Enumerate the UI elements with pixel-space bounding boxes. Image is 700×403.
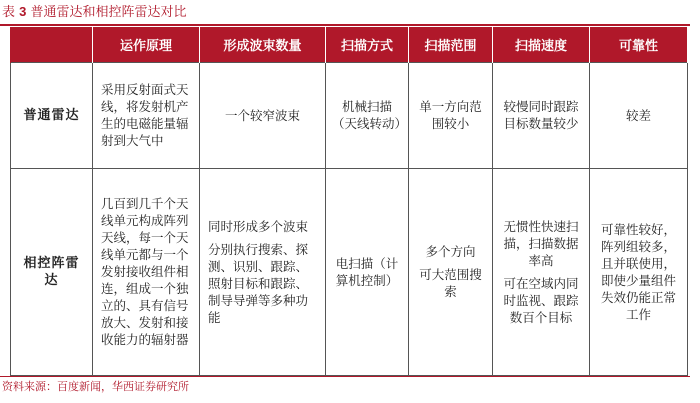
cell-beams: 一个较窄波束 [200,62,326,168]
cell-scan-range-line2: 可大范围搜索 [419,267,482,299]
header-scan-speed: 扫描速度 [493,27,590,62]
cell-beams [200,168,326,375]
cell-scan-range: 单一方向范围较小 [409,62,493,168]
comparison-table [10,27,688,376]
header-reliability: 可靠性 [590,27,688,62]
source-note: 资料来源：百度新闻，华西证券研究所 [2,380,189,393]
cell-beams-line1: 同时形成多个波束 [208,218,309,234]
row-label-conventional-radar: 普通雷达 [11,62,93,168]
cell-scan-speed: 较慢同时跟踪目标数量较少 [493,62,590,168]
caption-title: 普通雷达和相控阵雷达对比 [30,5,187,20]
cell-scan-speed-line2: 可在空域内同时监视、跟踪数百个目标 [503,275,579,325]
cell-reliability: 较差 [590,62,688,168]
cell-scan-speed-line1: 无惯性快速扫描，扫描数据率高 [503,218,579,268]
caption-prefix: 表 [2,5,16,20]
cell-beams-line2: 分别执行搜索、探测、识别、跟踪、照射目标和跟踪、制导导弹等多种功能 [208,241,309,325]
cell-scan-method: 机械扫描（天线转动） [326,62,409,168]
header-row [11,27,688,62]
caption-rule [0,24,690,26]
header-scan-range: 扫描范围 [409,27,493,62]
row-label-phased-array-radar: 相控阵雷达 [11,168,93,375]
cell-scan-speed [493,168,590,375]
table-row [11,62,688,168]
cell-reliability: 可靠性较好，阵列组较多，且并联使用，即使少量组件失效仍能正常工作 [590,168,688,375]
header-cell-empty [11,27,93,62]
cell-scan-method: 电扫描（计算机控制） [326,168,409,375]
cell-principle: 几百到几千个天线单元构成阵列天线，每一个天线单元都与一个发射接收组件相连，组成一个独立的、具有信号放大、发射和接收能力的辐射器 [93,168,200,375]
cell-scan-range [409,168,493,375]
header-principle: 运作原理 [93,27,200,62]
caption-number: 3 [19,4,27,19]
header-beams: 形成波束数量 [200,27,326,62]
header-scan-method: 扫描方式 [326,27,409,62]
table-caption [2,2,187,22]
source-rule [0,376,690,377]
table-row [11,168,688,375]
cell-scan-range-line1: 多个方向 [425,244,476,259]
cell-principle: 采用反射面式天线，将发射机产生的电磁能量辐射到大气中 [93,62,200,168]
